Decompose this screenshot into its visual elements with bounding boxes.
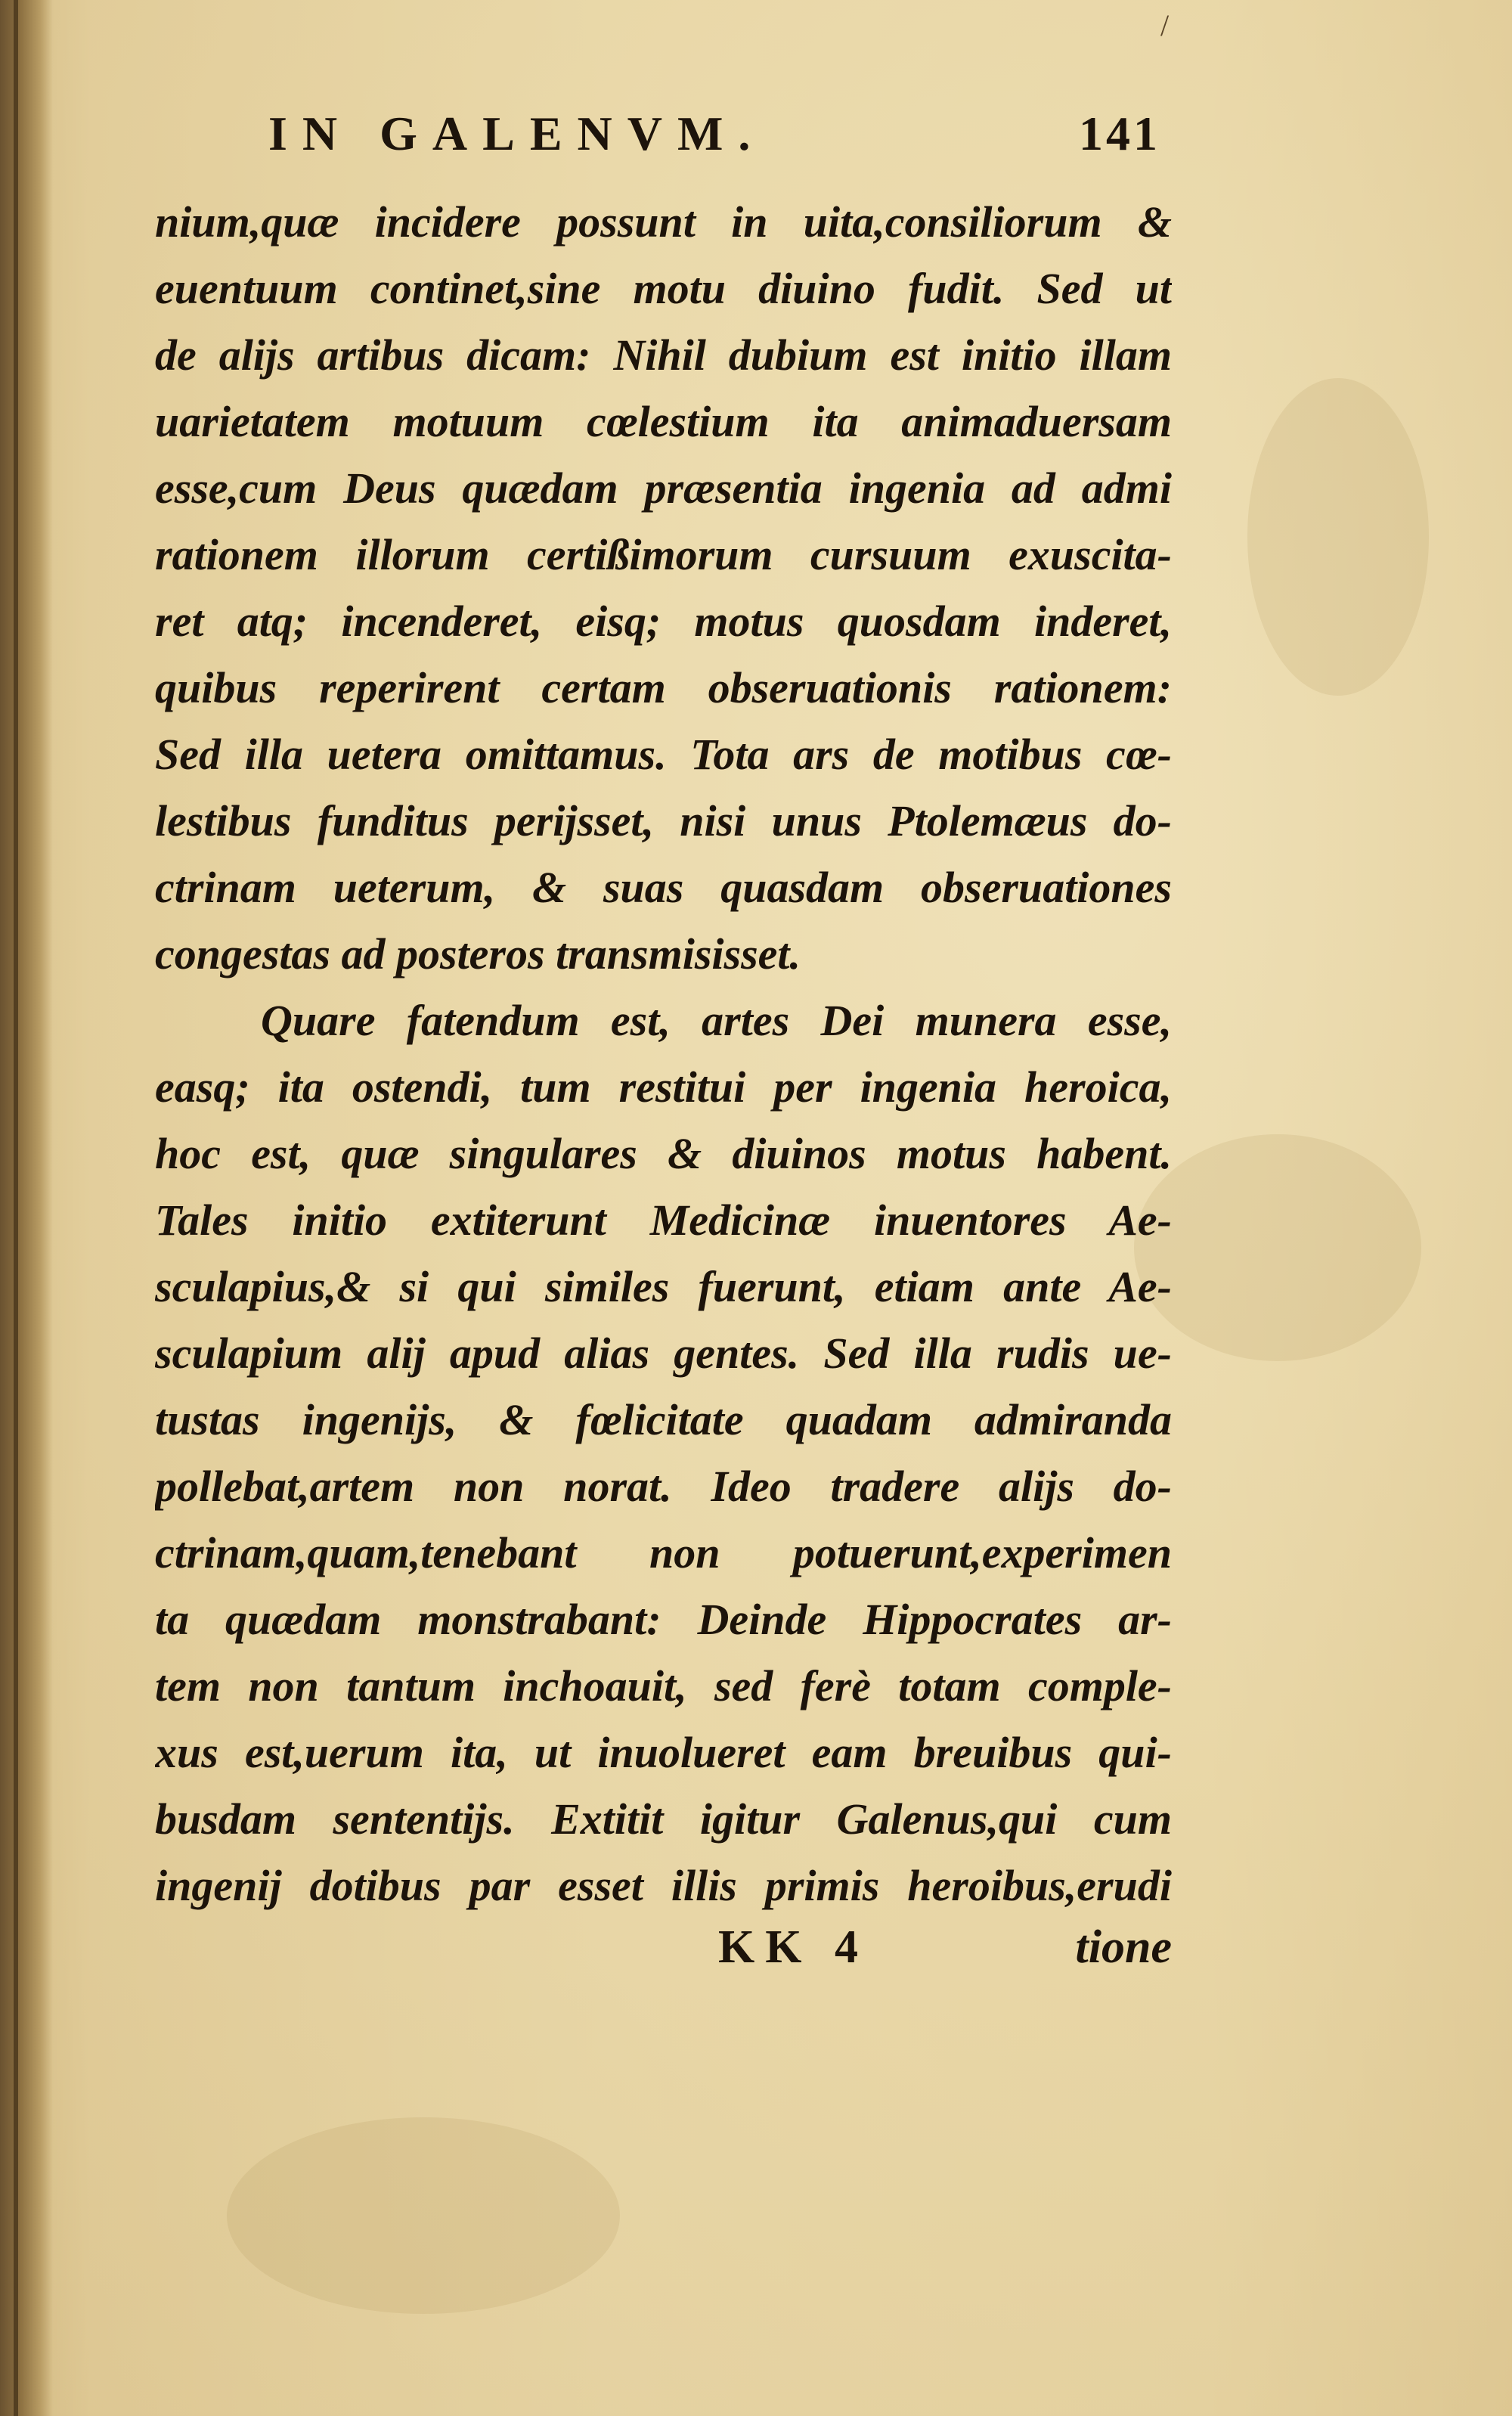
running-header [268, 106, 1160, 166]
text-line: Sed illa uetera omittamus. Tota ars de motibus cœ- [155, 730, 1172, 779]
paper-stain [1247, 378, 1429, 696]
paper-stain [227, 2117, 620, 2314]
text-line: easq; ita ostendi, tum restitui per ingenia heroica, [155, 1062, 1172, 1112]
text-line: ta quædam monstrabant: Deinde Hippocrates ar- [155, 1595, 1172, 1644]
text-line: busdam sententijs. Extitit igitur Galenus,qui cum [155, 1794, 1172, 1844]
text-line: lestibus funditus perijsset, nisi unus Ptolemæus do- [155, 796, 1172, 845]
running-title: IN GALENVM. [268, 107, 766, 160]
catchword: tione [1075, 1921, 1172, 1973]
body-text [155, 189, 1172, 1919]
text-line: ret atq; incenderet, eisq; motus quosdam inderet, [155, 597, 1172, 646]
signature-mark: KK 4 [718, 1921, 869, 1973]
book-gutter [0, 0, 53, 2416]
page-footer [718, 1921, 1172, 1981]
text-line: nium,quæ incidere possunt in uita,consiliorum & [155, 197, 1172, 247]
text-line: ctrinam,quam,tenebant non potuerunt,experimen [155, 1528, 1172, 1577]
page-number: 141 [1079, 107, 1160, 160]
paper-stain [1134, 1134, 1421, 1361]
text-line: pollebat,artem non norat. Ideo tradere alijs do- [155, 1462, 1172, 1511]
text-line: ingenij dotibus par esset illis primis heroibus,erudi [155, 1861, 1172, 1910]
text-line: xus est,uerum ita, ut inuolueret eam breuibus qui- [155, 1728, 1172, 1777]
text-line: tustas ingenijs, & fœlicitate quadam admiranda [155, 1395, 1172, 1444]
text-line: hoc est, quæ singulares & diuinos motus habent. [155, 1129, 1172, 1178]
text-line: de alijs artibus dicam: Nihil dubium est initio illam [155, 330, 1172, 380]
text-line: Tales initio extiterunt Medicinæ inuentores Ae- [155, 1196, 1172, 1245]
pen-tick-mark: / [1160, 8, 1170, 42]
text-line: rationem illorum certißimorum cursuum exuscita- [155, 530, 1172, 579]
text-line: sculapium alij apud alias gentes. Sed illa rudis ue- [155, 1329, 1172, 1378]
paragraph-start-line: Quare fatendum est, artes Dei munera esse, [261, 996, 1172, 1045]
text-line: tem non tantum inchoauit, sed ferè totam comple- [155, 1661, 1172, 1710]
text-line: ctrinam ueterum, & suas quasdam obseruationes [155, 863, 1172, 912]
text-line: congestas ad posteros transmisisset. [155, 929, 801, 978]
text-line: quibus reperirent certam obseruationis rationem: [155, 663, 1172, 712]
text-line: sculapius,& si qui similes fuerunt, etiam ante Ae- [155, 1262, 1172, 1311]
text-line: esse,cum Deus quædam præsentia ingenia ad admi [155, 464, 1172, 513]
text-line: uarietatem motuum cœlestium ita animaduersam [155, 397, 1172, 446]
binding-edge [14, 0, 18, 2416]
text-line: euentuum continet,sine motu diuino fudit. Sed ut [155, 264, 1172, 313]
